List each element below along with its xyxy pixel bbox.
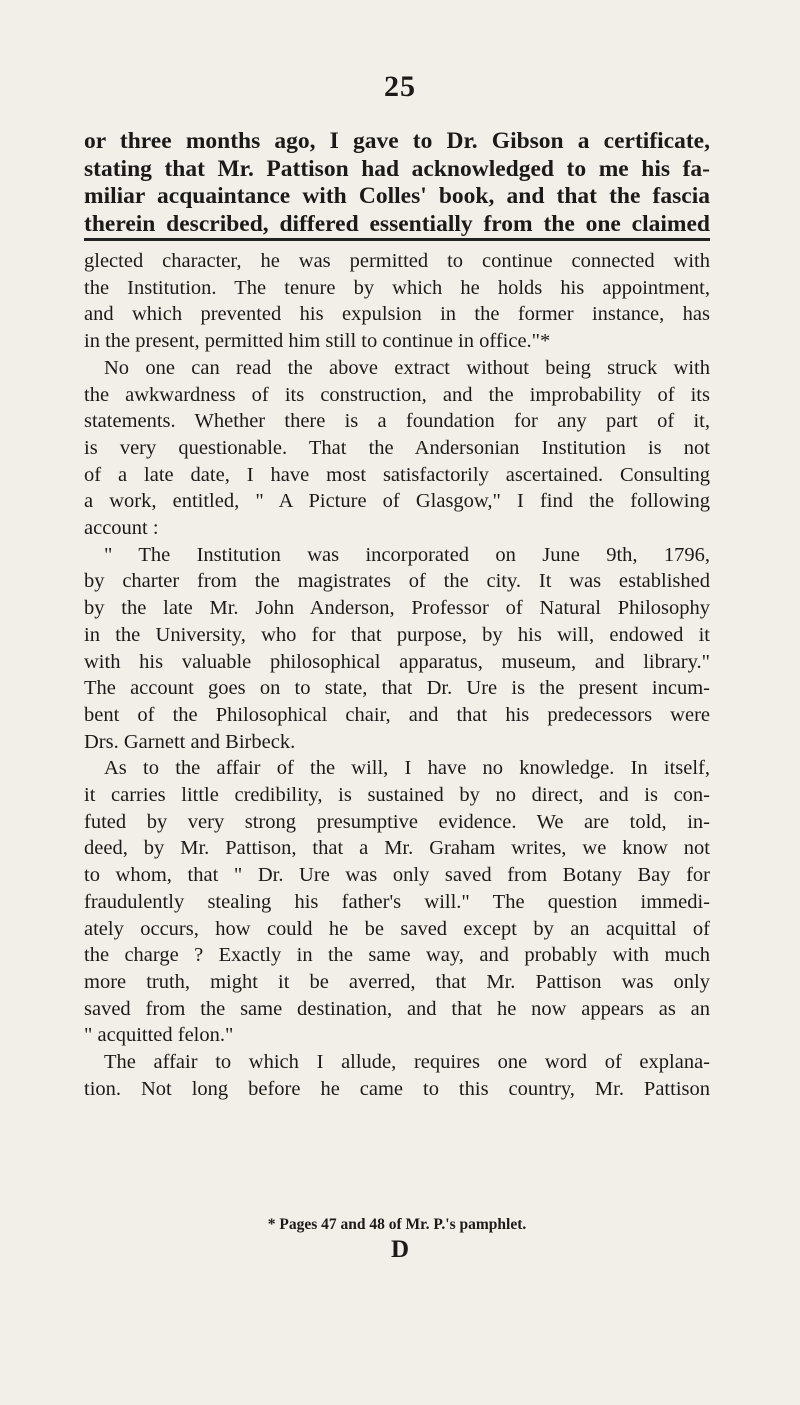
text-line: saved from the same destination, and that he now appears as an <box>84 997 710 1020</box>
text-line: As to the affair of the will, I have no knowledge. In itself, <box>104 757 710 780</box>
text-line: therein described, differed essentially from the one claimed <box>84 210 710 237</box>
text-line: account : <box>84 517 159 540</box>
text-line: deed, by Mr. Pattison, that a Mr. Graham writes, we know not <box>84 837 710 860</box>
upper-paragraph <box>84 128 710 238</box>
text-line: tion. Not long before he came to this country, Mr. Pattison <box>84 1077 710 1100</box>
text-line: and which prevented his expulsion in the former instance, has <box>84 303 710 326</box>
text-line: bent of the Philosophical chair, and that his predecessors were <box>84 703 710 726</box>
text-line: futed by very strong presumptive evidence. We are told, in- <box>84 810 710 833</box>
text-line: with his valuable philosophical apparatus, museum, and library." <box>84 650 710 673</box>
signature-mark: D <box>390 1236 410 1263</box>
text-line: stating that Mr. Pattison had acknowledged to me his fa- <box>84 155 710 182</box>
text-line: No one can read the above extract without being struck with <box>104 356 710 379</box>
text-line: more truth, might it be averred, that Mr. Pattison was only <box>84 970 710 993</box>
text-line: glected character, he was permitted to continue connected with <box>84 250 710 272</box>
text-line: it carries little credibility, is sustained by no direct, and is con- <box>84 784 710 807</box>
text-line: The affair to which I allude, requires one word of explana- <box>104 1051 710 1074</box>
text-line: in the present, permitted him still to continue in office."* <box>84 330 551 353</box>
text-line: The account goes on to state, that Dr. Ure is the present incum- <box>84 677 710 700</box>
text-line: fraudulently stealing his father's will." The question immedi- <box>84 890 710 913</box>
text-line: statements. Whether there is a foundation for any part of it, <box>84 410 710 433</box>
text-line: the charge ? Exactly in the same way, and probably with much <box>84 944 710 967</box>
text-line: of a late date, I have most satisfactorily ascertained. Consulting <box>84 463 710 486</box>
text-line: by the late Mr. John Anderson, Professor of Natural Philosophy <box>84 597 710 620</box>
text-line: by charter from the magistrates of the city. It was established <box>84 570 710 593</box>
text-line: or three months ago, I gave to Dr. Gibson a certificate, <box>84 128 710 154</box>
text-line: " The Institution was incorporated on June 9th, 1796, <box>104 543 710 566</box>
text-line: miliar acquaintance with Colles' book, and that the fascia <box>84 183 710 209</box>
text-line: in the University, who for that purpose, by his will, endowed it <box>84 623 710 646</box>
text-line: ately occurs, how could he be saved except by an acquittal of <box>84 917 710 940</box>
footnote: * Pages 47 and 48 of Mr. P.'s pamphlet. <box>267 1216 527 1233</box>
lower-text-block <box>84 248 710 1103</box>
text-line: a work, entitled, " A Picture of Glasgow," I find the following <box>84 490 710 513</box>
divider-rule <box>84 238 710 241</box>
text-line: the awkwardness of its construction, and the improbability of its <box>84 383 710 406</box>
text-line: is very questionable. That the Andersonian Institution is not <box>84 436 710 459</box>
page-number: 25 <box>384 70 416 103</box>
text-line: Drs. Garnett and Birbeck. <box>84 730 296 753</box>
text-line: " acquitted felon." <box>84 1024 234 1047</box>
text-line: the Institution. The tenure by which he holds his appointment, <box>84 276 710 299</box>
text-line: to whom, that " Dr. Ure was only saved from Botany Bay for <box>84 864 710 887</box>
